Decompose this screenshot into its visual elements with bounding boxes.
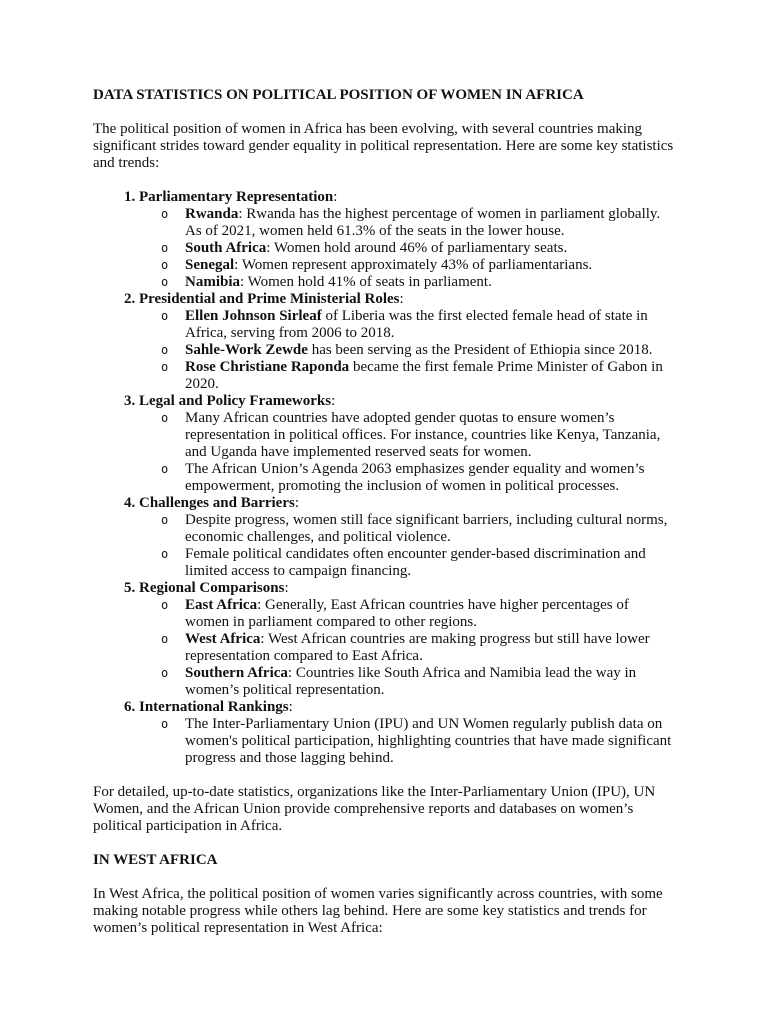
sub-list <box>139 410 676 495</box>
list-item-term: South Africa <box>185 240 267 256</box>
list-item-text: has been serving as the President of Ethiopia since 2018. <box>307 342 653 358</box>
list-item <box>185 359 676 393</box>
west-africa-intro: In West Africa, the political position of women varies significantly across countries, with some making notable progress while others lag behind. Here are some key statistics and trends for women’s political representation in West Africa: <box>93 886 663 936</box>
section-item <box>139 189 676 291</box>
list-item-text: became the first female Prime Minister of Gabon in 2020. <box>185 359 663 392</box>
list-item <box>185 512 676 546</box>
list-item <box>185 716 676 767</box>
list-item-text: Despite progress, women still face significant barriers, including cultural norms, economic challenges, and political violence. <box>185 512 668 545</box>
sub-list <box>139 206 676 291</box>
intro-paragraph: The political position of women in Africa has been evolving, with several countries making significant strides toward gender equality in political representation. Here are some key statistics and trends: <box>93 121 674 171</box>
list-item <box>185 206 676 240</box>
list-item-term: Namibia <box>185 274 241 290</box>
list-item-term: East Africa <box>185 597 258 613</box>
list-item-text: : Women represent approximately 43% of parliamentarians. <box>234 257 593 273</box>
sub-list <box>139 512 676 580</box>
section-title: Legal and Policy Frameworks <box>139 393 332 409</box>
list-item-text: The Inter-Parliamentary Union (IPU) and UN Women regularly publish data on women's political participation, highlighting countries that have made significant progress and those lagging behind. <box>185 716 672 766</box>
list-item-text: : Rwanda has the highest percentage of women in parliament globally. As of 2021, women held 61.3% of the seats in the lower house. <box>185 206 661 239</box>
list-item-term: Ellen Johnson Sirleaf <box>185 308 322 324</box>
list-item-text: of Liberia was the first elected female head of state in Africa, serving from 2006 to 2018. <box>185 308 648 341</box>
section-title: Regional Comparisons <box>139 580 285 596</box>
list-item-text: The African Union’s Agenda 2063 emphasizes gender equality and women’s empowerment, promoting the inclusion of women in political processes. <box>185 461 645 494</box>
section-title-colon: : <box>331 393 336 409</box>
list-item-term: Rwanda <box>185 206 239 222</box>
list-item-term: Senegal <box>185 257 235 273</box>
section-title: International Rankings <box>139 699 289 715</box>
section-item <box>139 580 676 699</box>
section-title-colon: : <box>284 580 289 596</box>
statistics-list <box>93 189 676 767</box>
list-item <box>185 308 676 342</box>
closing-paragraph: For detailed, up-to-date statistics, organizations like the Inter-Parliamentary Union (IPU), UN Women, and the African Union provide comprehensive reports and databases on women’s political participation in Africa. <box>93 784 656 834</box>
list-item <box>185 410 676 461</box>
section-title-colon: : <box>294 495 300 511</box>
sub-list <box>139 308 676 393</box>
section-item <box>139 495 676 580</box>
list-item-text: Female political candidates often encounter gender-based discrimination and limited access to campaign financing. <box>185 546 646 579</box>
list-item-term: Southern Africa <box>185 665 288 681</box>
list-item-text: : Generally, East African countries have higher percentages of women in parliament compared to other regions. <box>185 597 629 630</box>
list-item-text: : Women hold 41% of seats in parliament. <box>240 274 492 290</box>
sub-list <box>139 597 676 699</box>
list-item-text: : West African countries are making progress but still have lower representation compared to East Africa. <box>185 631 650 664</box>
section-item <box>139 291 676 393</box>
section-title: Parliamentary Representation <box>139 189 334 205</box>
section-title-colon: : <box>399 291 404 307</box>
list-item-term: West Africa <box>185 631 261 647</box>
list-item <box>185 631 676 665</box>
west-africa-heading: IN WEST AFRICA <box>93 852 218 868</box>
section-item <box>139 699 676 767</box>
section-item <box>139 393 676 495</box>
section-title-colon: : <box>288 699 293 715</box>
list-item-text: Many African countries have adopted gender quotas to ensure women’s representation in political offices. For instance, countries like Kenya, Tanzania, and Uganda have implemented reserved seats for women. <box>185 410 661 460</box>
list-item-term: Sahle-Work Zewde <box>185 342 308 358</box>
list-item <box>185 597 676 631</box>
list-item-text: : Countries like South Africa and Namibia lead the way in women’s political representation. <box>185 665 637 698</box>
list-item-term: Rose Christiane Raponda <box>185 359 350 375</box>
section-title: Presidential and Prime Ministerial Roles <box>139 291 400 307</box>
list-item-text: : Women hold around 46% of parliamentary seats. <box>266 240 568 256</box>
list-item <box>185 546 676 580</box>
section-title-colon: : <box>333 189 338 205</box>
list-item <box>185 461 676 495</box>
list-item <box>185 257 676 274</box>
document-title: DATA STATISTICS ON POLITICAL POSITION OF WOMEN IN AFRICA <box>93 87 584 103</box>
list-item <box>185 240 676 257</box>
list-item <box>185 342 676 359</box>
list-item <box>185 274 676 291</box>
list-item <box>185 665 676 699</box>
sub-list <box>139 716 676 767</box>
section-title: Challenges and Barriers <box>139 495 295 511</box>
